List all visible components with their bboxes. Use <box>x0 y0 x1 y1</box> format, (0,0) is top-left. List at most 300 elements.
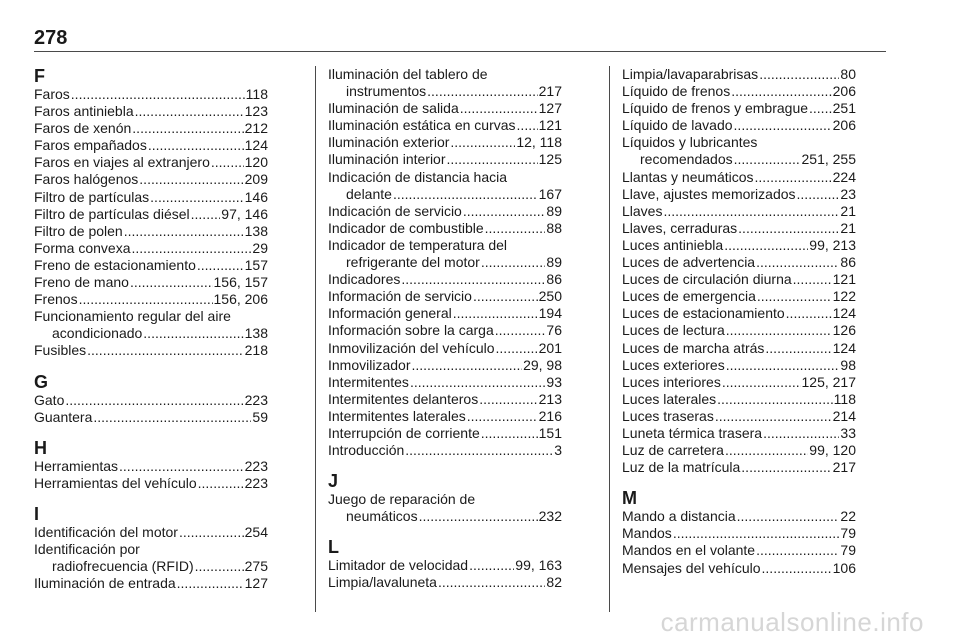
dot-leader <box>179 524 244 541</box>
index-entry-page: 223 <box>244 457 268 474</box>
index-entry-page: 217 <box>832 459 856 476</box>
index-entry-term: Luneta térmica trasera <box>622 424 763 441</box>
index-entry-page: 21 <box>840 219 856 236</box>
index-entry <box>622 237 856 254</box>
dot-leader <box>71 86 245 103</box>
index-entry <box>622 459 856 476</box>
index-entry-page: 146 <box>244 188 268 205</box>
index-entry-page: 167 <box>538 185 562 202</box>
dot-leader <box>405 442 553 459</box>
dot-leader <box>87 342 244 359</box>
dot-leader <box>463 203 546 220</box>
index-entry <box>622 340 856 357</box>
dot-leader <box>663 203 839 220</box>
index-entry-page: 3 <box>554 442 562 459</box>
index-entry-page: 126 <box>832 322 856 339</box>
index-entry-term: Luces de circulación diurna <box>622 271 792 288</box>
index-entry-term: Frenos <box>34 291 78 308</box>
index-section <box>34 372 268 426</box>
index-entry-term-continued: refrigerante del motor <box>346 254 480 271</box>
index-entry <box>34 458 268 475</box>
index-entry-page: 22 <box>840 508 856 525</box>
dot-leader <box>198 475 244 492</box>
index-entry <box>328 425 562 442</box>
index-entry-page: 216 <box>538 407 562 424</box>
index-entry-term: Faros de xenón <box>34 120 132 137</box>
index-entry-page: 12, 118 <box>516 134 562 151</box>
index-entry-page: 250 <box>538 288 562 305</box>
index-entry-term: Inmovilizador <box>328 356 411 373</box>
index-entry-term: Llaves <box>622 202 663 219</box>
index-entry <box>622 542 856 559</box>
dot-leader <box>717 391 833 408</box>
index-entry <box>328 491 562 525</box>
dot-leader <box>148 137 244 154</box>
index-entry-term: Interrupción de corriente <box>328 424 480 441</box>
index-entry-term: Identificación por <box>34 540 140 557</box>
index-entry-term: Herramientas del vehículo <box>34 474 197 491</box>
dot-leader <box>786 305 832 322</box>
index-entry <box>34 475 268 492</box>
dot-leader <box>755 169 832 186</box>
index-entry <box>34 257 268 274</box>
index-entry <box>622 508 856 525</box>
index-entry-term: Mensajes del vehículo <box>622 559 761 576</box>
index-entry-page: 156, 157 <box>213 274 268 291</box>
header-rule <box>34 51 886 52</box>
dot-leader <box>401 271 545 288</box>
index-entry-term: Filtro de partículas diésel <box>34 205 190 222</box>
index-entry-page: 232 <box>538 508 562 525</box>
index-entry <box>328 169 562 203</box>
index-entry <box>328 237 562 271</box>
dot-leader <box>734 117 832 134</box>
section-letter-heading: J <box>328 471 339 492</box>
index-entry <box>34 137 268 154</box>
index-entry <box>622 425 856 442</box>
index-entry <box>34 240 268 257</box>
index-entry-page: 106 <box>832 559 856 576</box>
index-entry-term: Iluminación de salida <box>328 100 459 117</box>
index-entry-term: Luces antiniebla <box>622 236 724 253</box>
index-entry <box>34 206 268 223</box>
index-entry <box>622 186 856 203</box>
index-entry <box>328 203 562 220</box>
dot-leader <box>393 186 538 203</box>
index-entry-term: Faros antiniebla <box>34 103 134 120</box>
index-entry-term: Guantera <box>34 408 93 425</box>
index-entry-term: Luces de advertencia <box>622 254 756 271</box>
index-entry-page: 254 <box>244 523 268 540</box>
index-entry-term: Indicador de temperatura del <box>328 236 507 253</box>
index-entry-page: 206 <box>832 83 856 100</box>
index-entry-page: 124 <box>832 305 856 322</box>
index-entry <box>328 357 562 374</box>
index-section <box>328 471 562 525</box>
index-entry-term: Iluminación interior <box>328 151 446 168</box>
column-divider <box>315 66 316 612</box>
dot-leader <box>797 186 840 203</box>
index-entry-term: Fusibles <box>34 342 87 359</box>
section-letter-heading: F <box>34 66 45 86</box>
dot-leader <box>135 103 244 120</box>
index-entry-term: Luz de la matrícula <box>622 459 741 476</box>
index-entry <box>328 391 562 408</box>
index-entry-term: Limpia/lavaparabrisas <box>622 66 759 82</box>
index-entry-term: Luces interiores <box>622 373 721 390</box>
index-entry-term: Llaves, cerraduras <box>622 219 738 236</box>
index-entry-page: 124 <box>832 339 856 356</box>
index-entry-term: Faros en viajes al extranjero <box>34 154 210 171</box>
index-entry-page: 118 <box>245 86 268 102</box>
index-entry-term: Iluminación exterior <box>328 134 450 151</box>
index-entry-page: 86 <box>840 254 856 271</box>
index-entry <box>622 134 856 168</box>
dot-leader <box>481 254 546 271</box>
index-entry-page: 79 <box>840 542 856 559</box>
index-entry <box>328 100 562 117</box>
dot-leader <box>756 542 839 559</box>
index-entry-term: Inmovilización del vehículo <box>328 339 495 356</box>
index-entry-page: 127 <box>538 100 562 117</box>
index-entry-term: Faros empañados <box>34 137 147 154</box>
dot-leader <box>726 322 832 339</box>
index-entry-page: 21 <box>840 202 856 219</box>
index-entry-page: 118 <box>833 390 856 407</box>
index-entry-term-continued: radiofrecuencia (RFID) <box>52 558 194 575</box>
index-entry <box>622 66 856 83</box>
index-entry <box>34 86 268 103</box>
index-entry-term: Limitador de velocidad <box>328 557 469 574</box>
index-entry-page: 213 <box>538 390 562 407</box>
index-entry-term: Indicador de combustible <box>328 219 484 236</box>
dot-leader <box>757 288 832 305</box>
index-entry-page: 138 <box>244 325 268 342</box>
dot-leader <box>724 237 808 254</box>
index-entry-page: 123 <box>244 103 268 120</box>
index-entry <box>34 189 268 206</box>
index-entry-page: 98 <box>840 356 856 373</box>
index-entry-term: Indicadores <box>328 271 401 288</box>
dot-leader <box>765 340 831 357</box>
index-entry-term: Luces laterales <box>622 390 717 407</box>
index-entry-term-continued: recomendados <box>640 151 733 168</box>
index-entry-term: Filtro de partículas <box>34 188 150 205</box>
index-entry <box>622 374 856 391</box>
index-entry-term: Mandos en el volante <box>622 542 756 559</box>
index-entry-page: 88 <box>546 219 562 236</box>
index-entry <box>328 557 562 574</box>
index-section <box>328 537 562 591</box>
index-entry-term: Intermitentes delanteros <box>328 390 479 407</box>
index-entry-page: 218 <box>244 342 268 359</box>
index-entry-term: Funcionamiento regular del aire <box>34 308 231 325</box>
index-entry <box>328 151 562 168</box>
dot-leader <box>177 575 244 592</box>
index-entry-term: Luces de marcha atrás <box>622 339 765 356</box>
index-entry-term: Indicación de servicio <box>328 202 462 219</box>
index-entry-page: 156, 206 <box>213 291 268 308</box>
index-entry <box>34 524 268 541</box>
index-entry <box>34 392 268 409</box>
index-entry-term: Freno de mano <box>34 274 129 291</box>
index-entry-page: 23 <box>840 185 856 202</box>
index-entry-page: 89 <box>546 202 562 219</box>
dot-leader <box>731 83 831 100</box>
index-entry-term: Iluminación del tablero de <box>328 66 488 82</box>
index-entry <box>622 322 856 339</box>
index-entry-term: Luces de estacionamiento <box>622 305 785 322</box>
dot-leader <box>793 271 832 288</box>
index-entry-term: Faros halógenos <box>34 171 139 188</box>
index-entry-page: 29 <box>252 239 268 256</box>
index-entry-page: 93 <box>546 373 562 390</box>
dot-leader <box>447 151 538 168</box>
index-entry <box>34 103 268 120</box>
index-section <box>328 66 562 459</box>
dot-leader <box>734 151 801 168</box>
index-entry <box>328 408 562 425</box>
index-entry-page: 127 <box>244 575 268 592</box>
index-entry-term: Freno de estacionamiento <box>34 256 196 273</box>
index-entry <box>34 154 268 171</box>
dot-leader <box>673 525 840 542</box>
dot-leader <box>150 189 243 206</box>
index-entry-term: Información general <box>328 305 452 322</box>
dot-leader <box>756 254 839 271</box>
index-entry-term: Líquidos y lubricantes <box>622 134 758 151</box>
index-section <box>34 66 268 360</box>
index-entry-page: 275 <box>244 558 268 575</box>
index-entry <box>34 575 268 592</box>
index-entry-page: 33 <box>840 424 856 441</box>
page-number: 278 <box>34 27 68 49</box>
index-section <box>34 438 268 492</box>
index-entry <box>328 117 562 134</box>
index-entry-page: 122 <box>832 288 856 305</box>
column-divider <box>609 66 610 612</box>
index-entry-term: Líquido de lavado <box>622 117 733 134</box>
index-entry <box>34 308 268 342</box>
dot-leader <box>467 408 538 425</box>
index-entry-page: 206 <box>832 117 856 134</box>
index-entry <box>622 305 856 322</box>
dot-leader <box>131 240 251 257</box>
index-entry-term: Luz de carretera <box>622 442 724 459</box>
index-entry <box>34 223 268 240</box>
dot-leader <box>763 425 839 442</box>
index-section <box>622 488 856 576</box>
section-letter-heading: M <box>622 488 637 509</box>
index-entry-term: Filtro de polen <box>34 222 123 239</box>
dot-leader <box>410 374 545 391</box>
dot-leader <box>485 220 546 237</box>
index-entry <box>622 254 856 271</box>
index-entry <box>328 288 562 305</box>
index-entry-page: 125, 217 <box>801 373 856 390</box>
index-entry-page: 121 <box>538 117 562 134</box>
dot-leader <box>93 409 251 426</box>
index-entry <box>34 274 268 291</box>
index-entry-page: 86 <box>546 271 562 288</box>
watermark: carmanualsonline.info <box>660 607 924 637</box>
dot-leader <box>469 557 514 574</box>
dot-leader <box>419 508 538 525</box>
index-entry-page: 76 <box>546 322 562 339</box>
index-column-2 <box>328 66 562 592</box>
index-entry <box>328 322 562 339</box>
index-entry <box>622 117 856 134</box>
index-entry-page: 212 <box>244 120 268 137</box>
dot-leader <box>139 171 243 188</box>
index-entry <box>622 357 856 374</box>
index-entry <box>328 340 562 357</box>
index-entry-term: Luces de lectura <box>622 322 725 339</box>
index-entry-page: 82 <box>546 574 562 591</box>
dot-leader <box>143 325 243 342</box>
index-entry-page: 214 <box>832 407 856 424</box>
dot-leader <box>460 100 538 117</box>
index-entry <box>622 100 856 117</box>
index-entry <box>622 83 856 100</box>
section-letter-heading: I <box>34 503 40 524</box>
dot-leader <box>737 508 840 525</box>
dot-leader <box>65 392 243 409</box>
section-letter-heading: G <box>34 371 49 392</box>
index-entry-term: Luces traseras <box>622 407 714 424</box>
dot-leader <box>762 560 832 577</box>
dot-leader <box>427 83 537 100</box>
index-entry-term: Juego de reparación de <box>328 491 476 508</box>
index-entry <box>34 171 268 188</box>
index-entry <box>622 288 856 305</box>
index-entry <box>328 574 562 591</box>
index-entry-term: Intermitentes laterales <box>328 407 466 424</box>
dot-leader <box>809 100 832 117</box>
index-section <box>622 66 856 476</box>
index-entry-page: 99, 213 <box>809 236 856 253</box>
index-entry-term: Iluminación de entrada <box>34 575 176 592</box>
index-entry-page: 79 <box>840 525 856 542</box>
index-entry <box>328 134 562 151</box>
index-entry-page: 157 <box>244 256 268 273</box>
index-entry-page: 201 <box>538 339 562 356</box>
index-entry-term: Faros <box>34 86 70 102</box>
section-letter-heading: H <box>34 437 47 458</box>
index-entry <box>328 442 562 459</box>
dot-leader <box>450 134 515 151</box>
dot-leader <box>79 291 213 308</box>
index-entry-page: 59 <box>252 408 268 425</box>
index-entry-page: 120 <box>244 154 268 171</box>
index-entry-page: 89 <box>546 254 562 271</box>
index-entry <box>34 291 268 308</box>
index-entry <box>622 271 856 288</box>
index-entry-term: Información sobre la carga <box>328 322 494 339</box>
index-entry-term: Forma convexa <box>34 239 131 256</box>
index-entry-page: 80 <box>840 66 856 82</box>
index-entry-term: Indicación de distancia hacia <box>328 168 508 185</box>
dot-leader <box>124 223 244 240</box>
index-entry-term: Mandos <box>622 525 672 542</box>
dot-leader <box>715 408 832 425</box>
index-entry-term: Luces exteriores <box>622 356 725 373</box>
index-entry-term-continued: acondicionado <box>52 325 143 342</box>
index-entry-page: 217 <box>538 83 562 100</box>
index-entry <box>622 442 856 459</box>
index-entry-term: Líquido de frenos y embrague <box>622 100 809 117</box>
index-entry <box>622 391 856 408</box>
dot-leader <box>517 117 538 134</box>
dot-leader <box>738 220 839 237</box>
dot-leader <box>132 120 243 137</box>
index-entry-term: Herramientas <box>34 457 119 474</box>
index-section <box>34 504 268 592</box>
index-column-3 <box>622 66 856 577</box>
index-entry-page: 125 <box>538 151 562 168</box>
index-entry-page: 209 <box>244 171 268 188</box>
index-entry-page: 121 <box>832 271 856 288</box>
index-entry-page: 194 <box>538 305 562 322</box>
index-entry <box>34 342 268 359</box>
index-entry <box>328 374 562 391</box>
dot-leader <box>726 357 840 374</box>
dot-leader <box>130 274 213 291</box>
index-entry <box>34 120 268 137</box>
index-entry-page: 29, 98 <box>523 356 562 373</box>
index-entry <box>328 305 562 322</box>
index-entry-page: 99, 120 <box>809 442 856 459</box>
dot-leader <box>411 357 522 374</box>
index-entry <box>622 220 856 237</box>
dot-leader <box>741 459 831 476</box>
index-entry <box>622 203 856 220</box>
index-entry-term: Luces de emergencia <box>622 288 756 305</box>
index-entry <box>328 66 562 100</box>
dot-leader <box>119 458 244 475</box>
index-entry <box>328 220 562 237</box>
dot-leader <box>479 391 537 408</box>
dot-leader <box>195 558 244 575</box>
index-entry-term: Mando a distancia <box>622 508 736 525</box>
index-entry-term: Limpia/lavaluneta <box>328 574 437 591</box>
index-entry-term-continued: delante <box>346 185 392 202</box>
index-entry-page: 97, 146 <box>221 205 268 222</box>
index-entry-page: 151 <box>538 424 562 441</box>
dot-leader <box>453 305 538 322</box>
index-entry-page: 124 <box>244 137 268 154</box>
index-entry-page: 223 <box>244 474 268 491</box>
index-entry <box>622 525 856 542</box>
index-entry <box>328 271 562 288</box>
dot-leader <box>495 322 546 339</box>
dot-leader <box>197 257 244 274</box>
index-entry-page: 99, 163 <box>515 557 562 574</box>
index-entry-term: Gato <box>34 391 65 408</box>
dot-leader <box>759 66 839 83</box>
index-entry <box>622 408 856 425</box>
index-entry <box>34 409 268 426</box>
index-entry-term: Iluminación estática en curvas <box>328 117 516 134</box>
index-entry-page: 251, 255 <box>801 151 856 168</box>
index-entry <box>622 560 856 577</box>
dot-leader <box>496 340 538 357</box>
index-entry <box>622 169 856 186</box>
index-entry-term: Líquido de frenos <box>622 83 731 100</box>
dot-leader <box>722 374 801 391</box>
index-entry-term: Introducción <box>328 442 405 459</box>
section-letter-heading: L <box>328 537 339 558</box>
